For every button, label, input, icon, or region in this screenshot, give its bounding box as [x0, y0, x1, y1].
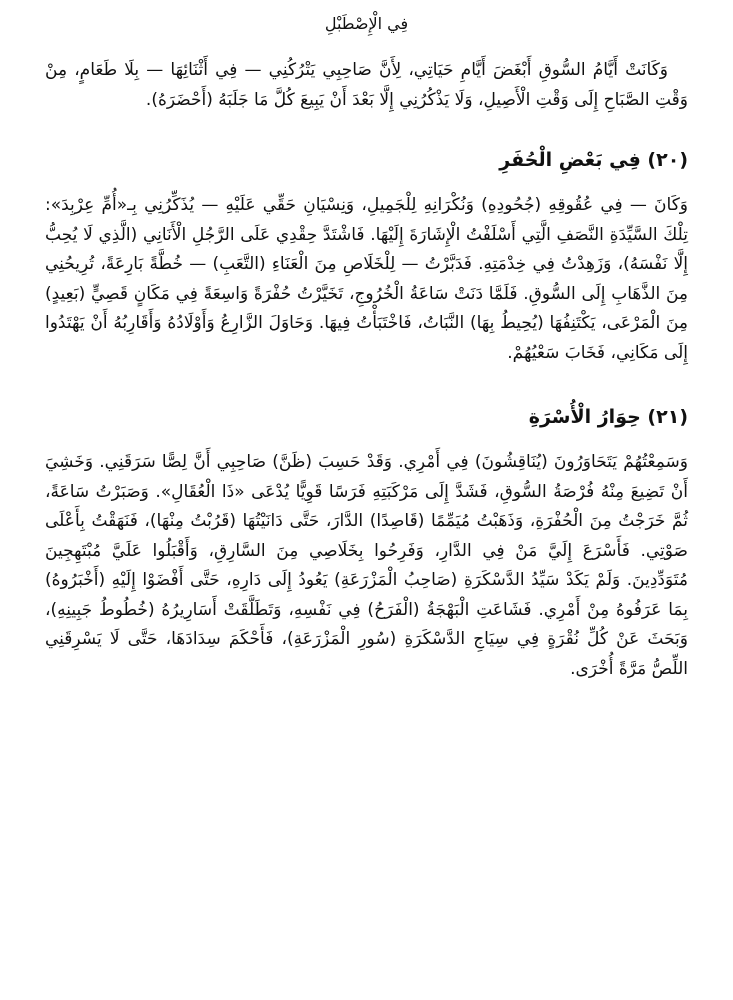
section-title-20: (٢٠) فِي بَعْضِ الْحُفَرِ: [499, 149, 688, 171]
section-title-21: (٢١) حِوَارُ الْأُسْرَةِ: [528, 406, 688, 428]
section-21-paragraph: وَسَمِعْتُهُمْ يَتَحَاوَرُونَ (يُنَاقِشُونَ) فِي أَمْرِي. وَقَدْ حَسِبَ (ظَنَّ) صَاحِبِي أَنَّ لِصًّا سَرَقَنِي. وَخَشِيَ أَنْ تَضِيعَ مِنْهُ فُرْصَةُ السُّوقِ، فَشَدَّ إِلَى مَرْكَبَتِهِ فَرَسًا قَوِيًّا يُدْعَى «ذَا الْعُقَالِ». وَصَبَرْتُ سَاعَةً، ثُمَّ خَرَجْتُ مِنَ الْحُفْرَةِ، وَذَهَبْتُ مُيَمِّمًا (قَاصِدًا) الدَّارَ، حَتَّى دَانَيْتُهَا (قَرُبْتُ مِنْهَا)، فَنَهَقْتُ بِأَعْلَى صَوْتِي. فَأَسْرَعَ إِلَيَّ مَنْ فِي الدَّارِ، وَفَرِحُوا بِخَلَاصِي مِنَ السَّارِقِ، وَأَقْبَلُوا عَلَيَّ مُبْتَهِجِينَ مُتَوَدِّدِينَ. وَلَمْ يَكَدْ سَيِّدُ الدَّسْكَرَةِ (صَاحِبُ الْمَزْرَعَةِ) يَعُودُ إِلَى دَارِهِ، حَتَّى أَفْضَوْا إِلَيْهِ (أَخْبَرُوهُ) بِمَا عَرَفُوهُ مِنْ أَمْرِي. فَشَاعَتِ الْبَهْجَةُ (الْفَرَحُ) فِي نَفْسِهِ، وَتَطَلَّقَتْ أَسَارِيرُهُ (خُطُوطُ جَبِينِهِ)، وَبَحَثَ عَنْ كُلِّ نُقْرَةٍ فِي سِيَاجِ الدَّسْكَرَةِ (سُورِ الْمَزْرَعَةِ)، فَأَحْكَمَ سِدَادَهَا، حَتَّى لَا يَسْرِقَنِي اللِّصُّ مَرَّةً أُخْرَى.: [45, 452, 688, 679]
opening-paragraph: وَكَانَتْ أَيَّامُ السُّوقِ أَبْغَضَ أَيَّامِ حَيَاتِي، لِأَنَّ صَاحِبِي يَتْرُكُنِي — فِي أَثْنَائِهَا — بِلَا طَعَامٍ، مِنْ وَقْتِ الصَّبَاحِ إِلَى وَقْتِ الْأَصِيلِ، وَلَا يَذْكُرُنِي إِلَّا بَعْدَ أَنْ يَبِيعَ كُلَّ مَا جَلَبَهُ (أَحْضَرَهُ).: [45, 60, 688, 110]
book-page: [45, 0, 688, 1000]
section-20-paragraph: وَكَانَ — فِي عُقُوقِهِ (جُحُودِهِ) وَنُكْرَانِهِ لِلْجَمِيلِ، وَنِسْيَانِ حَقِّي عَلَيْهِ — يُذَكِّرُنِي بِـ«أُمِّ عِرْبِدَ»: تِلْكَ السَّيِّدَةِ النَّصَفِ الَّتِي أَسْلَفْتُ الْإِشَارَةَ إِلَيْهَا. فَاشْتَدَّ حِقْدِي عَلَى الرَّجُلِ الْأَنَانِي (الَّذِي لَا يُحِبُّ إِلَّا نَفْسَهُ)، وَزَهِدْتُ فِي خِدْمَتِهِ. فَدَبَّرْتُ — لِلْخَلَاصِ مِنَ الْعَنَاءِ (التَّعَبِ) — خُطَّةً بَارِعَةً، تُرِيحُنِي مِنَ الذَّهَابِ إِلَى السُّوقِ. فَلَمَّا دَنَتْ سَاعَةُ الْخُرُوجِ، تَخَيَّرْتُ حُفْرَةً وَاسِعَةً فِي مَكَانٍ قَصِيٍّ (بَعِيدٍ) مِنَ الْمَرْعَى، يَكْتَنِفُهَا (يُحِيطُ بِهَا) النَّبَاتُ، فَاخْتَبَأْتُ فِيهَا. وَحَاوَلَ الزَّارِعُ وَأَوْلَادُهُ وَأَقَارِبُهُ أَنْ يَهْتَدُوا إِلَى مَكَانِي، فَخَابَ سَعْيُهُمْ.: [45, 195, 688, 363]
running-header: فِي الْإِصْطَبْلِ: [324, 14, 409, 33]
